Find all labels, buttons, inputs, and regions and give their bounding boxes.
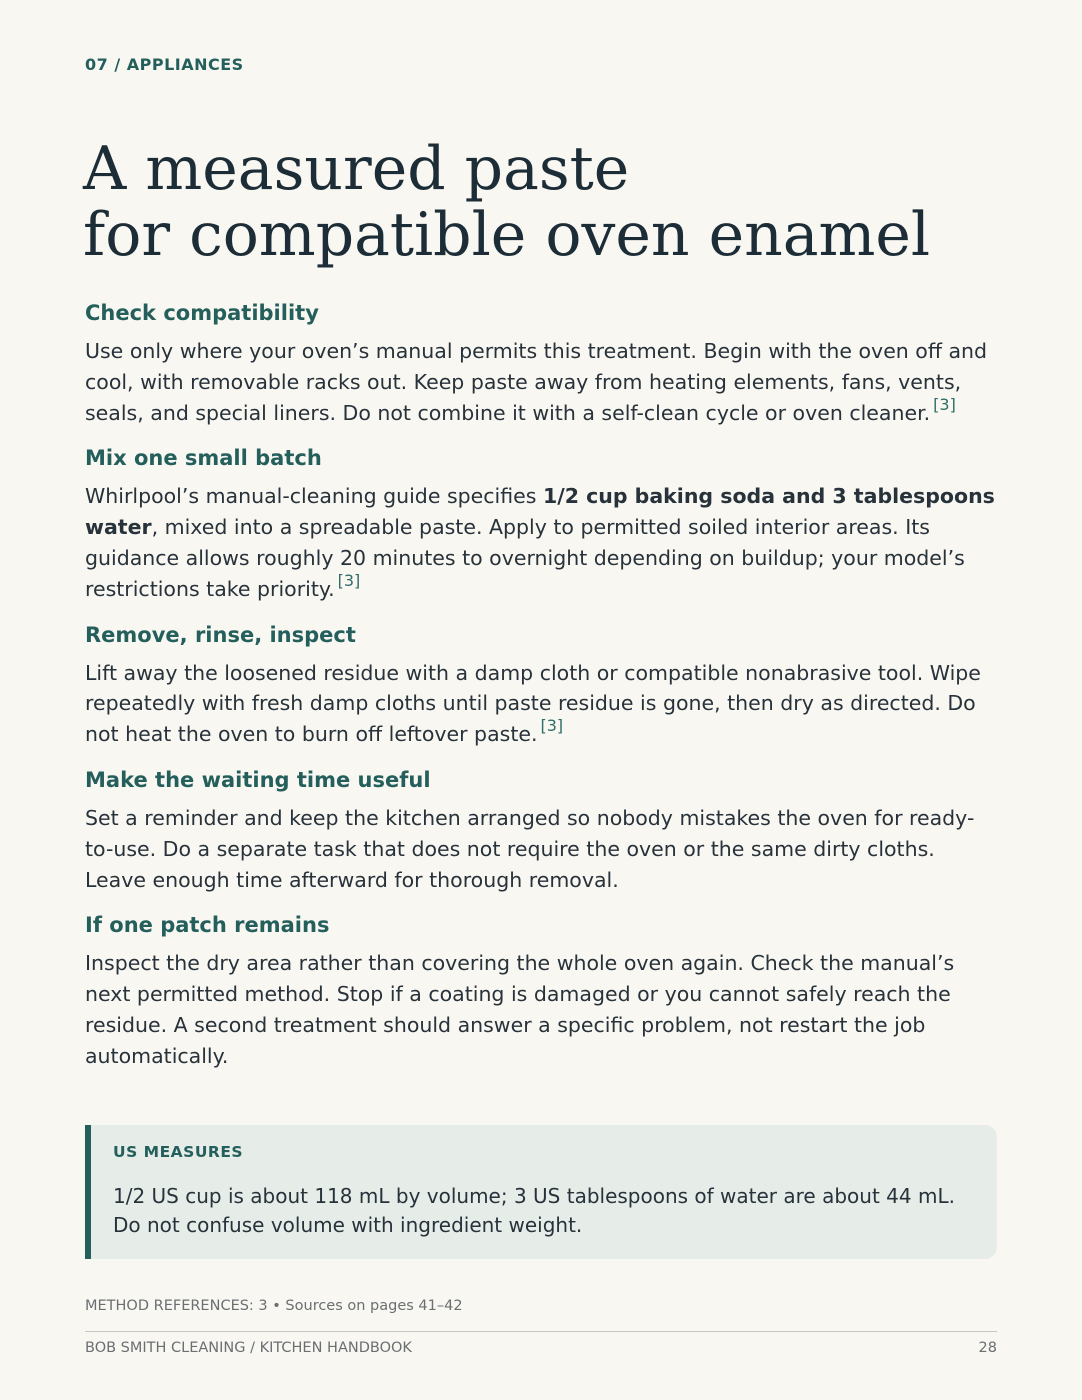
paragraph-text: Lift away the loosened residue with a damp cloth or compatible nonabrasive tool. Wipe repeatedly with fresh damp cloths until paste residue is gone, then dry as directed. Do not heat the oven to burn off leftover paste. (85, 660, 981, 747)
callout-title: US MEASURES (113, 1143, 244, 1161)
section-heading: If one patch remains (85, 913, 330, 938)
footer-publication: BOB SMITH CLEANING / KITCHEN HANDBOOK (85, 1340, 412, 1356)
section-paragraph: Set a reminder and keep the kitchen arranged so nobody mistakes the oven for ready-to-use. Do a separate task that does not require the oven or the same dirty cloths. Leave enough time afterward for thorough removal. (85, 805, 975, 892)
section-paragraph (85, 481, 997, 604)
section-if-one-patch-remains (85, 911, 997, 1071)
article-body (85, 299, 997, 1072)
section-label: 07 / APPLIANCES (85, 55, 244, 74)
section-heading: Mix one small batch (85, 446, 322, 471)
section-heading: Remove, rinse, inspect (85, 622, 356, 647)
callout-text: 1/2 US cup is about 118 mL by volume; 3 US tablespoons of water are about 44 mL. Do not confuse volume with ingredient weight. (113, 1184, 955, 1237)
section-paragraph: Inspect the dry area rather than covering the whole oven again. Check the manual’s next permitted method. Stop if a coating is damaged or you cannot safely reach the residue. A second treatment should answer a specific problem, not restart the job automatically. (85, 951, 955, 1068)
page-title-line-1: A measured paste (83, 134, 630, 204)
citation-link[interactable]: [3] (540, 716, 564, 736)
citation-link[interactable]: [3] (933, 394, 956, 414)
section-mix-one-small-batch (85, 444, 997, 604)
paragraph-text: Whirlpool’s manual-cleaning guide specifies (85, 484, 543, 509)
section-remove-rinse-inspect (85, 621, 997, 750)
section-paragraph (85, 336, 997, 428)
section-paragraph (85, 658, 997, 750)
section-check-compatibility (85, 299, 997, 428)
paragraph-emphasis: 1/2 cup baking soda and 3 tablespoons water (85, 484, 995, 540)
us-measures-callout (85, 1125, 997, 1259)
paragraph-text: , mixed into a spreadable paste. Apply to permitted soiled interior areas. Its guidance allows roughly 20 minutes to overnight depending on buildup; your model’s restrictions take priority. (85, 515, 965, 601)
page-title-line-2: for compatible oven enamel (83, 200, 931, 270)
citation-link[interactable]: [3] (337, 570, 361, 590)
footer-divider (85, 1331, 997, 1332)
section-heading: Check compatibility (85, 301, 319, 325)
section-heading: Make the waiting time useful (85, 767, 431, 792)
page-title (83, 136, 930, 268)
paragraph-text: Use only where your oven’s manual permits this treatment. Begin with the oven off and cool, with removable racks out. Keep paste away from heating elements, fans, vents, seals, and special liners. Do not combine it with a self-clean cycle or oven cleaner. (85, 339, 988, 425)
method-references: METHOD REFERENCES: 3 • Sources on pages 41–42 (85, 1298, 463, 1314)
page-number: 28 (978, 1340, 997, 1356)
section-make-waiting-time-useful (85, 766, 997, 895)
